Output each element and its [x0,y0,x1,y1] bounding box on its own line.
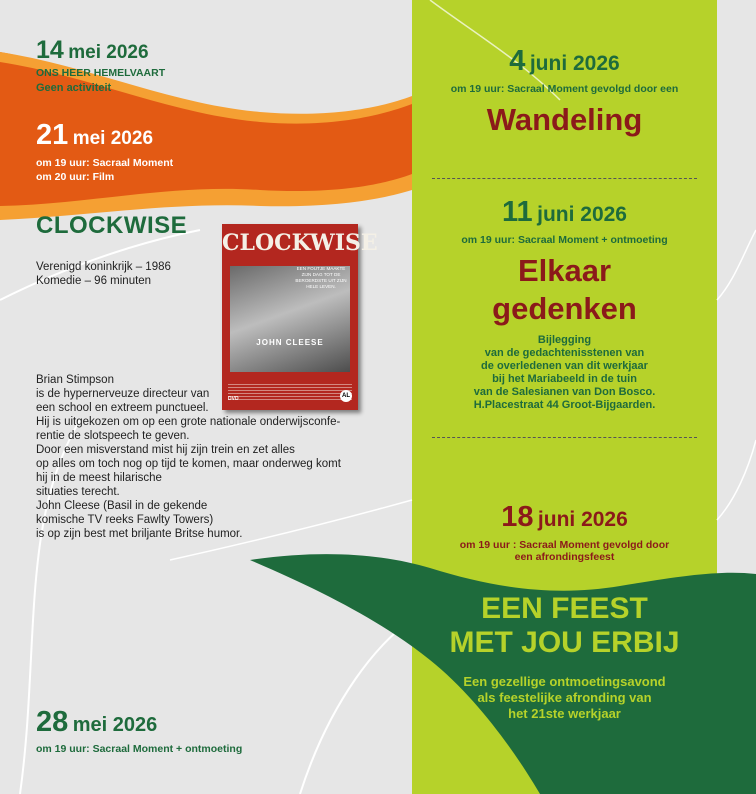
party-section [412,592,717,722]
event-line: om 19 uur: Sacraal Moment + ontmoeting [36,743,243,755]
date-day: 14 [36,36,64,64]
party-subtext-line: Een gezellige ontmoetingsavond [463,674,666,689]
event-line: een afrondingsfeest [514,551,615,563]
description-line: komische TV reeks Fawlty Towers) [36,514,214,526]
date-day: 11 [501,196,533,228]
description-line: rentie de slotspeech te geven. [36,430,190,442]
event-date [412,195,717,234]
party-subtext [412,674,717,722]
film-info [36,260,171,288]
detail-line: bij het Mariabeeld in de tuin [492,373,637,385]
detail-line: van de gedachtenisstenen van [484,347,645,359]
date-day: 28 [36,706,69,738]
event-headline: Wandeling [486,102,643,137]
event-june-18 [412,500,717,563]
event-date [36,119,173,156]
event-details [412,334,717,412]
date-month: mei 2026 [68,42,149,63]
description-line: Door een misverstand mist hij zijn trein en zet alles [36,444,295,456]
detail-line: H.Placestraat 44 Groot-Bijgaarden. [473,399,656,411]
event-line: om 19 uur: Sacraal Moment + ontmoeting [461,234,668,246]
film-description [36,373,376,541]
event-line: om 19 uur: Sacraal Moment [36,157,174,169]
event-line: om 19 uur : Sacraal Moment gevolgd door [459,539,670,551]
poster-title: CLOCKWISE [222,230,378,256]
description-line: Hij is uitgekozen om op een grote nationale onderwijsconfe- [36,416,341,428]
event-line: om 19 uur: Sacraal Moment gevolgd door een [450,83,679,95]
divider [432,178,697,179]
poster-actor: JOHN CLEESE [256,338,324,347]
poster-rating-badge: AL [340,390,352,402]
description-line: situaties terecht. [36,486,120,498]
event-date [412,44,717,83]
event-headline: Elkaar [517,253,612,288]
detail-line: Bijlegging [537,334,592,346]
event-may-14 [36,37,165,97]
date-day: 18 [501,501,534,533]
event-line: Geen activiteit [36,82,112,94]
film-genre-duration: Komedie – 96 minuten [36,275,152,287]
description-line: Brian Stimpson [36,374,114,386]
event-june-11 [412,195,717,412]
description-line: John Cleese (Basil in de gekende [36,500,208,512]
date-month: mei 2026 [72,714,158,736]
event-date [36,37,165,67]
poster-tagline: EEN FOUTJE MAAKTE ZIJN DAG TOT DE BEROERDSTE UIT ZIJN HELE LEVEN. [295,266,347,289]
event-line: ONS HEER HEMELVAART [36,67,166,79]
event-may-28 [36,706,242,756]
party-headline: EEN FEEST [481,592,648,625]
film-title: CLOCKWISE [36,212,188,239]
detail-line: van de Salesianen van Don Bosco. [473,386,656,398]
date-day: 4 [509,45,526,77]
party-subtext-line: als feestelijke afronding van [477,690,652,705]
event-june-4 [412,44,717,145]
event-headline: gedenken [492,291,637,326]
description-line: een school en extreem punctueel. [36,402,209,414]
description-line: hij in de meest hilarische [36,472,162,484]
date-day: 21 [36,119,69,151]
divider [432,437,697,438]
party-subtext-line: het 21ste werkjaar [508,706,621,721]
description-line: op alles om toch nog op tijd te komen, maar onderweg komt [36,458,341,470]
poster-dvd-logo: DVD [228,396,239,402]
description-line: is op zijn best met briljante Britse humor. [36,528,243,540]
party-headline: MET JOU ERBIJ [449,626,680,659]
event-date [412,500,717,539]
event-date [36,706,242,743]
description-line: is de hypernerveuze directeur van [36,388,210,400]
date-month: mei 2026 [72,128,154,149]
event-may-21 [36,119,173,184]
event-line: om 20 uur: Film [36,171,115,183]
date-month: juni 2026 [529,52,620,75]
date-month: juni 2026 [537,508,628,531]
film-country-year: Verenigd koninkrijk – 1986 [36,261,171,273]
detail-line: de overledenen van dit werkjaar [481,360,648,372]
date-month: juni 2026 [537,203,627,226]
